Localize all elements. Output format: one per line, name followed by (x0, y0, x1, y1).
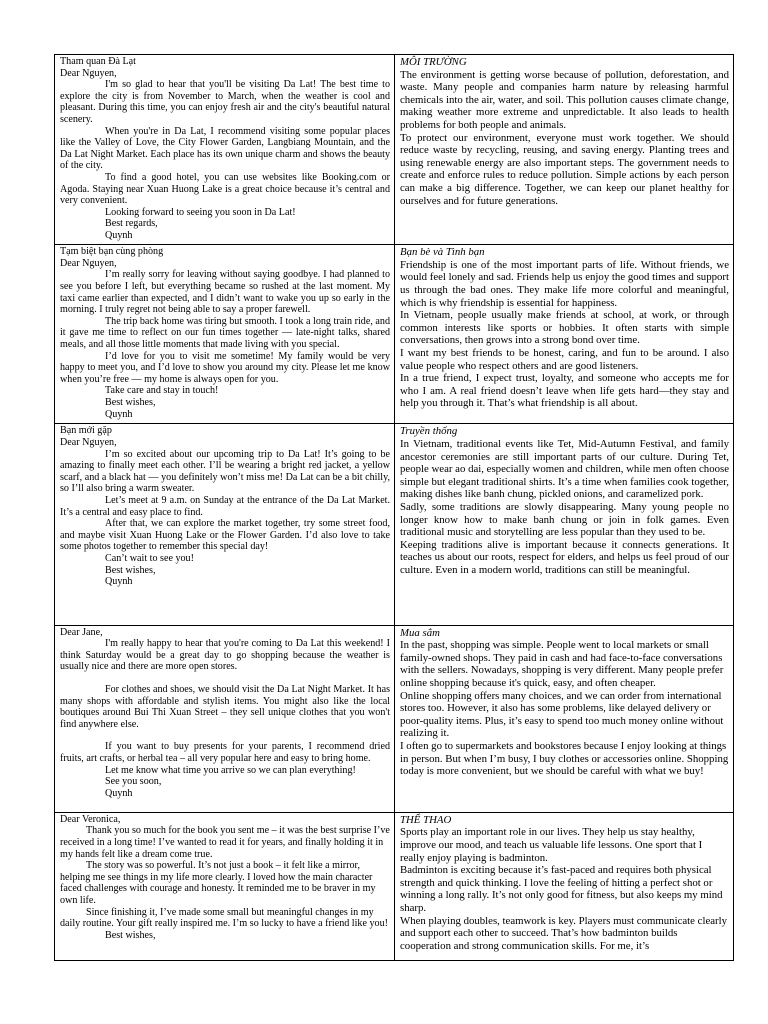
essay-title: MÔI TRƯỜNG (400, 56, 467, 68)
letter-paragraph: Let’s meet at 9 a.m. on Sunday at the entrance of the Da Lat Market. It’s a central and easy place to find. (60, 494, 390, 518)
letter-signoff: Best wishes, (105, 564, 156, 576)
letter-paragraph: The story was so powerful. It’s not just a book – it felt like a mirror, helping me see things in my life more clearly. I loved how the main character faced challenges with courage and honesty. It reminded me to be braver in my own life. (60, 860, 376, 906)
essay-paragraph: In a true friend, I expect trust, loyalty, and someone who accepts me for who I am. A real friend doesn’t leave when life gets hard—they stay and help you through it. That’s what friendship is all about. (400, 372, 729, 410)
letter-closing: Can’t wait to see you! (105, 552, 194, 564)
letter-paragraph: For clothes and shoes, we should visit the Da Lat Night Market. It has many shops with affordable and stylish items. You might also like the local boutiques around Bui Thi Xuan Street – they sell unique clothes that you won't find anywhere else. (60, 683, 390, 730)
essay-title: Mua sắm (400, 626, 440, 639)
letter-greeting: Dear Nguyen, (60, 257, 117, 269)
letter-cell (55, 812, 395, 960)
letter-signoff: Best wishes, (105, 396, 156, 408)
letter-cell (55, 55, 395, 245)
essay-cell (395, 424, 734, 625)
table-row (55, 245, 734, 424)
letter-cell (55, 625, 395, 812)
letter-signoff: See you soon, (105, 776, 162, 788)
letter-paragraph: When you're in Da Lat, I recommend visiting some popular places like the Valley of Love, the City Flower Garden, Langbiang Mountain, and the Da Lat Night Market. Each place has its own unique charm and shows the beauty of the city. (60, 125, 390, 172)
table-row (55, 812, 734, 960)
letter-paragraph: I'm really happy to hear that you're coming to Da Lat this weekend! I think Saturday would be a great day to go shopping because the weather is usually nice and there are more open stores. (60, 638, 390, 673)
essay-paragraph: I want my best friends to be honest, caring, and fun to be around. I also value people who respect others and are good listeners. (400, 346, 729, 372)
letter-signature: Quynh (105, 576, 133, 588)
letter-paragraph: Thank you so much for the book you sent me – it was the best surprise I’ve received in a long time! I’ve wanted to read it for years, and finally holding it in my hands felt like a dream come true. (60, 825, 390, 860)
letter-paragraph: Since finishing it, I’ve made some small but meaningful changes in my daily routine. Your gift really inspired me. I’m so lucky to have a friend like you! (60, 906, 388, 930)
letter-title: Bạn mới gặp (60, 425, 112, 437)
essay-cell (395, 812, 734, 960)
table-row (55, 625, 734, 812)
essay-cell (395, 625, 734, 812)
letter-paragraph: To find a good hotel, you can use websites like Booking.com or Agoda. Staying near Xuan Huong Lake is a great choice because it’s central and very convenient. (60, 171, 390, 207)
document-table (54, 54, 734, 961)
essay-title: Bạn bè và Tình bạn (400, 246, 485, 259)
letter-signature: Quynh (105, 229, 133, 241)
letter-closing: Take care and stay in touch! (105, 385, 219, 397)
letter-signoff: Best regards, (105, 218, 158, 230)
essay-paragraph: In the past, shopping was simple. People went to local markets or small family-owned shops. They paid in cash and had face-to-face conversations with the sellers. Nowadays, shopping is very different. Many people prefer online shopping because it's quick, easy, and often cheaper. (400, 639, 724, 689)
essay-paragraph: In Vietnam, traditional events like Tet, Mid-Autumn Festival, and family ancestor ceremonies are still important parts of our culture. During Tet, people wear ao dai, especially women and children, while men often choose simple but elegant traditional shirts. It’s a time when families cook together, making dishes like banh chung, pickled onions, and caramelized pork. (400, 437, 729, 501)
letter-signature: Quynh (105, 408, 133, 420)
letter-paragraph: I’d love for you to visit me sometime! My family would be very happy to meet you, and I’d love to show you around my city. Please let me know when you’re free — my home is always open for you. (60, 350, 390, 385)
letter-signature: Quynh (105, 787, 133, 799)
letter-paragraph: I'm so glad to hear that you'll be visiting Da Lat! The best time to explore the city is from November to March, when the weather is cool and pleasant. During this time, you can enjoy fresh air and the city's beautiful natural scenery. (60, 79, 390, 125)
table-row (55, 424, 734, 625)
letter-greeting: Dear Jane, (60, 626, 103, 638)
letter-paragraph: I’m really sorry for leaving without saying goodbye. I had planned to see you before I left, but everything became so rushed at the last moment. My taxi came earlier than expected, and I didn’t want to wake you up so early in the morning. I truly regret not being able to say a proper farewell. (60, 269, 390, 316)
essay-paragraph: Friendship is one of the most important parts of life. Without friends, we would feel lonely and sad. Friends help us enjoy the good times and support us through the bad ones. They make life more colorful and meaningful, which is why friendship is essential for happiness. (400, 258, 729, 309)
essay-paragraph: I often go to supermarkets and bookstores because I enjoy looking at things in person. But when I’m busy, I buy clothes or accessories online. Shopping today is more convenient, but we should be careful with what we buy! (400, 739, 729, 778)
letter-greeting: Dear Veronica, (60, 813, 121, 825)
letter-closing: Let me know what time you arrive so we can plan everything! (105, 764, 356, 776)
essay-cell (395, 245, 734, 424)
essay-paragraph: Keeping traditions alive is important because it connects generations. It teaches us about our roots, respect for elders, and helps us feel proud of our culture. Even in a modern world, traditions can still be meaningful. (400, 538, 729, 576)
essay-title: THỂ THAO (400, 813, 452, 826)
essay-cell (395, 55, 734, 245)
essay-paragraph: The environment is getting worse because of pollution, deforestation, and waste. Many people and companies harm nature by releasing harmful chemicals into the air, water, and soil. This pollution causes climate change, making weather more extreme and unpredictable. It also leads to health problems for both people and animals. (400, 68, 729, 131)
essay-paragraph: When playing doubles, teamwork is key. Players must communicate clearly and support each other to succeed. That’s how badminton builds cooperation and strong communication skills. For me, it’s (400, 914, 728, 952)
letter-paragraph: If you want to buy presents for your parents, I recommend dried fruits, art crafts, or herbal tea – all very popular here and easy to bring home. (60, 741, 390, 764)
table-row (55, 55, 734, 245)
letter-paragraph: The trip back home was tiring but smooth. I took a long train ride, and it gave me time to reflect on our fun times together — late-night talks, shared meals, and all those little moments that made living with you special. (60, 315, 390, 350)
letter-title: Tạm biệt bạn cùng phòng (60, 246, 164, 258)
essay-paragraph: To protect our environment, everyone must work together. We should reduce waste by recycling, reusing, and saving energy. Planting trees and using renewable energy are also important steps. The government needs to create and enforce rules to reduce pollution. Simple actions by each person can make a big difference. Together, we can keep our planet healthy for ourselves and for future generations. (400, 131, 729, 207)
letter-greeting: Dear Nguyen, (60, 436, 117, 448)
letter-greeting: Dear Nguyen, (60, 67, 117, 79)
essay-title: Truyền thống (400, 425, 458, 438)
letter-paragraph: I’m so excited about our upcoming trip to Da Lat! It’s going to be amazing to finally meet each other. I’ll be wearing a bright red jacket, a yellow scarf, and a black hat — you definitely won’t miss me! Da Lat can be a bit chilly, so I’ll also bring a warm sweater. (60, 448, 390, 495)
essay-paragraph: Online shopping offers many choices, and we can order from international stores too. However, it also has some problems, like delayed delivery or poor-quality items. Plus, it’s easy to spend too much money online without realizing it. (400, 689, 724, 740)
essay-paragraph: Sports play an important role in our lives. They help us stay healthy, improve our mood, and teach us valuable life lessons. One sport that I really enjoy playing is badminton. (400, 826, 703, 864)
letter-title: Tham quan Đà Lạt (60, 56, 136, 67)
essay-paragraph: Sadly, some traditions are slowly disappearing. Many young people no longer know how to make banh chung or join in folk games. Even traditional music and storytelling are less popular than they used to be. (400, 500, 729, 539)
essay-paragraph: Badminton is exciting because it’s fast-paced and requires both physical strength and quick thinking. I love the feeling of hitting a perfect shot or winning a long rally. It’s not only good for fitness, but also keeps my mind sharp. (400, 864, 723, 914)
letter-signoff: Best wishes, (105, 929, 156, 941)
letter-cell (55, 245, 395, 424)
letter-closing: Looking forward to seeing you soon in Da Lat! (105, 206, 296, 218)
letter-paragraph: After that, we can explore the market together, try some street food, and maybe visit Xuan Huong Lake or the Flower Garden. I’d also love to take some photos together to remember this special day! (60, 518, 390, 553)
essay-paragraph: In Vietnam, people usually make friends at school, at work, or through common interests like sports or hobbies. It often starts with simple conversations, then grows into a strong bond over time. (400, 309, 729, 347)
letter-cell (55, 424, 395, 625)
